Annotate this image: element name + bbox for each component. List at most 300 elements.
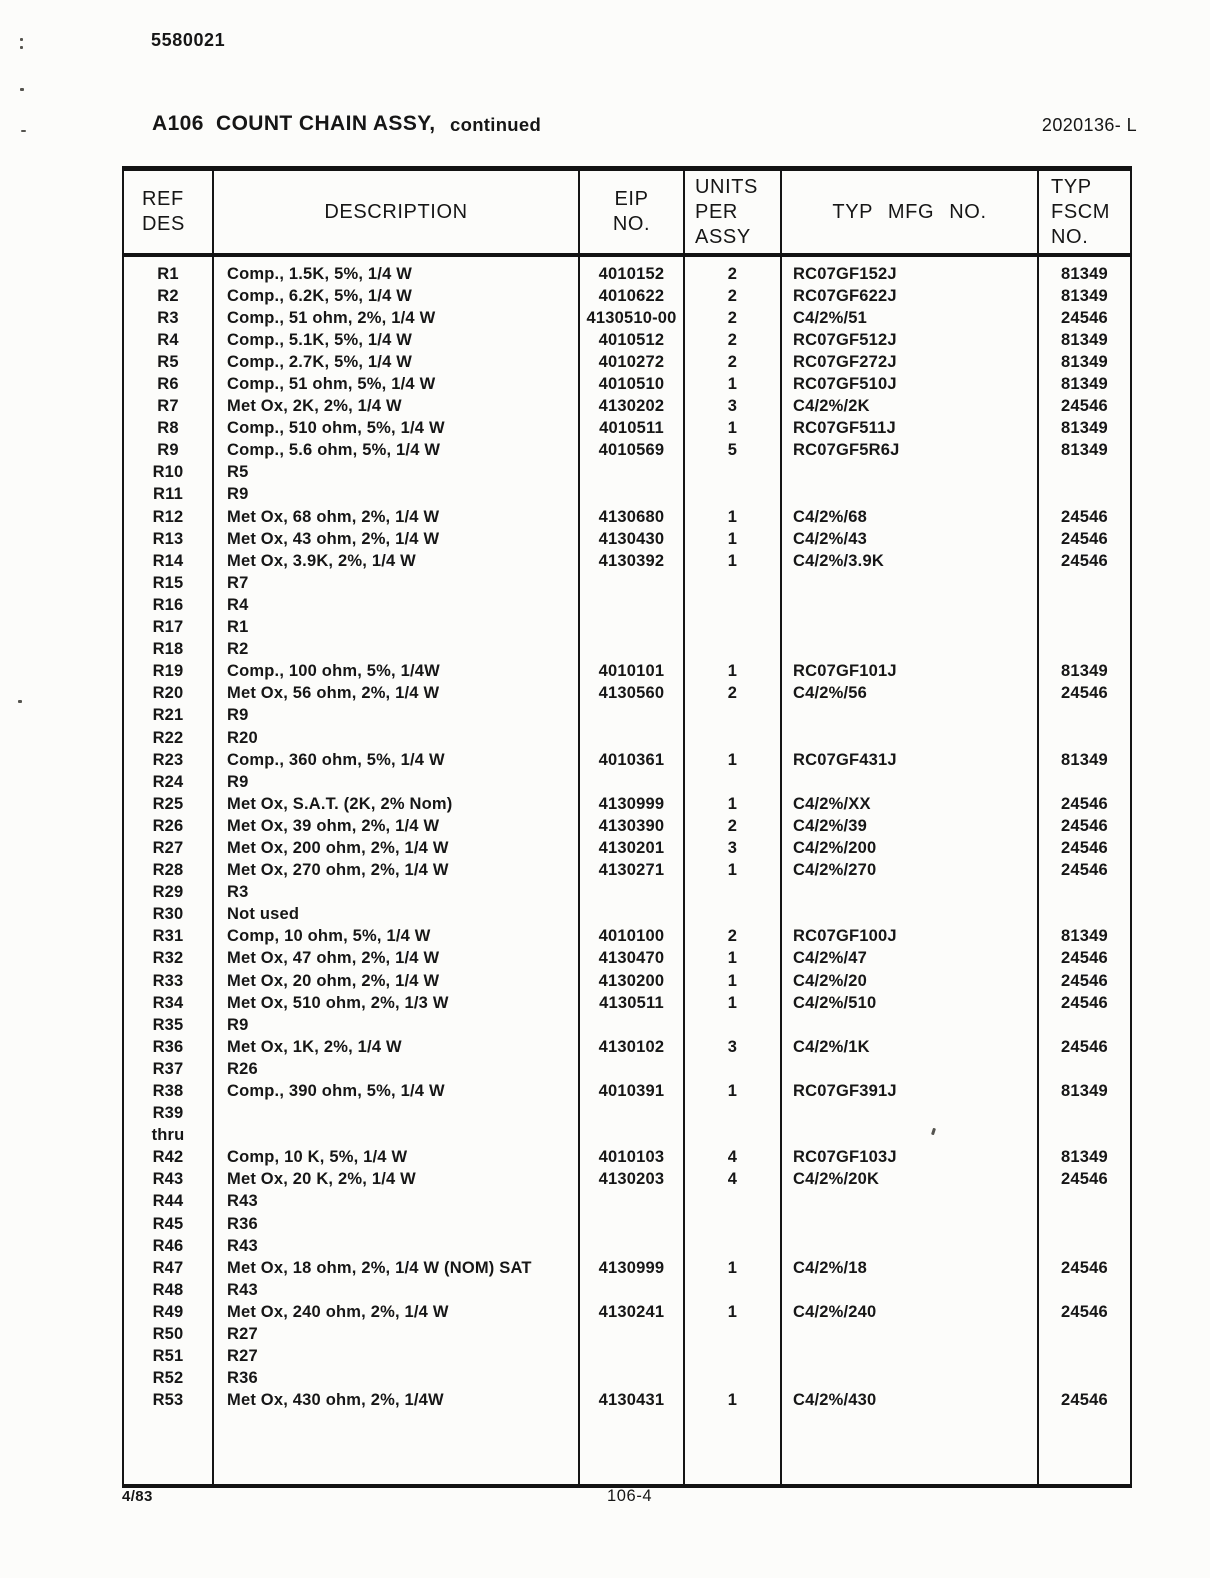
cell-eip: 4130510-00 (579, 307, 684, 329)
cell-units (684, 462, 781, 484)
cell-mfg: RC07GF5R6J (781, 440, 1038, 462)
table-row (123, 837, 1131, 859)
cell-eip (579, 617, 684, 639)
cell-desc: Met Ox, 240 ohm, 2%, 1/4 W (213, 1301, 579, 1323)
cell-ref: R23 (123, 749, 213, 771)
cell-ref: R38 (123, 1080, 213, 1102)
table-row (123, 484, 1131, 506)
cell-fscm (1038, 572, 1131, 594)
cell-desc: Comp, 10 ohm, 5%, 1/4 W (213, 926, 579, 948)
cell-fscm: 81349 (1038, 440, 1131, 462)
cell-desc: R26 (213, 1058, 579, 1080)
cell-eip: 4130271 (579, 860, 684, 882)
cell-mfg (781, 639, 1038, 661)
cell-units: 2 (684, 307, 781, 329)
cell-ref: R35 (123, 1014, 213, 1036)
cell-units: 1 (684, 1390, 781, 1412)
cell-fscm (1038, 727, 1131, 749)
doc-number: 5580021 (151, 30, 226, 50)
cell-eip: 4130560 (579, 683, 684, 705)
cell-units: 2 (684, 351, 781, 373)
cell-fscm: 81349 (1038, 1080, 1131, 1102)
cell-ref: R33 (123, 970, 213, 992)
cell-desc: Comp., 1.5K, 5%, 1/4 W (213, 255, 579, 285)
cell-desc: Comp., 2.7K, 5%, 1/4 W (213, 351, 579, 373)
cell-fscm (1038, 462, 1131, 484)
cell-ref: R21 (123, 705, 213, 727)
cell-desc: Met Ox, 18 ohm, 2%, 1/4 W (NOM) SAT (213, 1257, 579, 1279)
table-row (123, 1235, 1131, 1257)
cell-mfg: C4/2%/51 (781, 307, 1038, 329)
cell-fscm (1038, 1346, 1131, 1368)
cell-ref: R39 (123, 1103, 213, 1125)
page-title: COUNT CHAIN ASSY, (216, 112, 436, 135)
cell-units: 1 (684, 860, 781, 882)
cell-ref: R26 (123, 815, 213, 837)
cell-units (684, 1235, 781, 1257)
cell-units: 2 (684, 815, 781, 837)
cell-empty (781, 1412, 1038, 1486)
cell-mfg (781, 484, 1038, 506)
cell-desc: Comp., 360 ohm, 5%, 1/4 W (213, 749, 579, 771)
cell-mfg: C4/2%/47 (781, 948, 1038, 970)
cell-ref: R3 (123, 307, 213, 329)
cell-eip: 4130241 (579, 1301, 684, 1323)
cell-fscm: 24546 (1038, 793, 1131, 815)
cell-mfg: RC07GF511J (781, 418, 1038, 440)
cell-units: 1 (684, 992, 781, 1014)
cell-mfg: RC07GF431J (781, 749, 1038, 771)
cell-desc: Met Ox, 270 ohm, 2%, 1/4 W (213, 860, 579, 882)
cell-eip: 4130102 (579, 1036, 684, 1058)
cell-units: 1 (684, 948, 781, 970)
cell-desc: Not used (213, 904, 579, 926)
table-row (123, 1014, 1131, 1036)
table-row (123, 255, 1131, 285)
cell-units: 3 (684, 396, 781, 418)
cell-mfg: C4/2%/20 (781, 970, 1038, 992)
cell-fscm: 81349 (1038, 329, 1131, 351)
col-header-typ-fscm-no: TYP FSCM NO. (1038, 169, 1131, 256)
cell-ref: R53 (123, 1390, 213, 1412)
cell-fscm (1038, 1235, 1131, 1257)
cell-ref: R46 (123, 1235, 213, 1257)
cell-mfg: C4/2%/3.9K (781, 550, 1038, 572)
cell-ref: thru (123, 1125, 213, 1147)
cell-mfg: C4/2%/510 (781, 992, 1038, 1014)
table-row (123, 506, 1131, 528)
table-row (123, 1346, 1131, 1368)
table-row (123, 639, 1131, 661)
cell-units: 1 (684, 1080, 781, 1102)
cell-eip: 4010622 (579, 285, 684, 307)
cell-fscm: 24546 (1038, 1036, 1131, 1058)
cell-units: 1 (684, 506, 781, 528)
cell-desc: R5 (213, 462, 579, 484)
cell-eip (579, 705, 684, 727)
cell-ref: R48 (123, 1279, 213, 1301)
cell-desc: Met Ox, 20 ohm, 2%, 1/4 W (213, 970, 579, 992)
cell-ref: R14 (123, 550, 213, 572)
cell-desc: Comp., 100 ohm, 5%, 1/4W (213, 661, 579, 683)
cell-units: 3 (684, 1036, 781, 1058)
cell-units (684, 1191, 781, 1213)
cell-mfg: C4/2%/200 (781, 837, 1038, 859)
table-row (123, 948, 1131, 970)
cell-eip: 4010103 (579, 1147, 684, 1169)
cell-mfg: RC07GF391J (781, 1080, 1038, 1102)
cell-ref: R20 (123, 683, 213, 705)
cell-ref: R7 (123, 396, 213, 418)
cell-fscm (1038, 594, 1131, 616)
table-row (123, 1257, 1131, 1279)
cell-eip: 4010512 (579, 329, 684, 351)
cell-mfg (781, 727, 1038, 749)
cell-desc (213, 1103, 579, 1125)
table-row (123, 1036, 1131, 1058)
table-row (123, 661, 1131, 683)
table-row (123, 727, 1131, 749)
cell-mfg: RC07GF622J (781, 285, 1038, 307)
cell-mfg (781, 1346, 1038, 1368)
table-row (123, 860, 1131, 882)
cell-ref: R44 (123, 1191, 213, 1213)
table-row (123, 992, 1131, 1014)
cell-desc: Met Ox, 430 ohm, 2%, 1/4W (213, 1390, 579, 1412)
cell-fscm: 81349 (1038, 285, 1131, 307)
scan-artifact (21, 130, 26, 132)
cell-mfg (781, 1235, 1038, 1257)
cell-mfg: RC07GF100J (781, 926, 1038, 948)
cell-ref: R1 (123, 255, 213, 285)
cell-eip (579, 484, 684, 506)
cell-eip: 4130200 (579, 970, 684, 992)
table-row (123, 926, 1131, 948)
cell-eip (579, 727, 684, 749)
cell-desc: Met Ox, 510 ohm, 2%, 1/3 W (213, 992, 579, 1014)
table-row (123, 1368, 1131, 1390)
cell-desc: Met Ox, 43 ohm, 2%, 1/4 W (213, 528, 579, 550)
cell-fscm: 81349 (1038, 749, 1131, 771)
cell-desc: Met Ox, 56 ohm, 2%, 1/4 W (213, 683, 579, 705)
cell-ref: R19 (123, 661, 213, 683)
document-reference-number: 2020136- L (1041, 115, 1137, 135)
cell-units: 1 (684, 793, 781, 815)
cell-units (684, 1346, 781, 1368)
cell-desc: Met Ox, 68 ohm, 2%, 1/4 W (213, 506, 579, 528)
cell-fscm: 24546 (1038, 948, 1131, 970)
cell-mfg (781, 904, 1038, 926)
cell-desc: R43 (213, 1191, 579, 1213)
cell-eip (579, 1324, 684, 1346)
cell-mfg: C4/2%/1K (781, 1036, 1038, 1058)
cell-ref: R22 (123, 727, 213, 749)
cell-units: 5 (684, 440, 781, 462)
table-row (123, 815, 1131, 837)
cell-eip (579, 1058, 684, 1080)
table-row (123, 683, 1131, 705)
cell-ref: R43 (123, 1169, 213, 1191)
cell-desc: R9 (213, 484, 579, 506)
col-header-typ-mfg-no: TYP MFG NO. (781, 169, 1038, 256)
cell-units (684, 572, 781, 594)
table-row (123, 1058, 1131, 1080)
cell-fscm: 24546 (1038, 683, 1131, 705)
cell-fscm: 81349 (1038, 661, 1131, 683)
cell-eip (579, 1213, 684, 1235)
cell-eip (579, 1235, 684, 1257)
cell-desc: Comp., 510 ohm, 5%, 1/4 W (213, 418, 579, 440)
cell-mfg: RC07GF512J (781, 329, 1038, 351)
cell-desc: R4 (213, 594, 579, 616)
cell-mfg: C4/2%/430 (781, 1390, 1038, 1412)
cell-units (684, 771, 781, 793)
cell-units (684, 1125, 781, 1147)
cell-ref: R25 (123, 793, 213, 815)
cell-eip (579, 1191, 684, 1213)
cell-mfg: C4/2%/20K (781, 1169, 1038, 1191)
cell-ref: R16 (123, 594, 213, 616)
cell-mfg: RC07GF510J (781, 373, 1038, 395)
cell-units (684, 1279, 781, 1301)
cell-fscm: 24546 (1038, 992, 1131, 1014)
table-row (123, 749, 1131, 771)
cell-fscm: 81349 (1038, 351, 1131, 373)
cell-mfg (781, 462, 1038, 484)
cell-fscm: 24546 (1038, 1301, 1131, 1323)
cell-units: 1 (684, 1257, 781, 1279)
cell-fscm: 24546 (1038, 550, 1131, 572)
cell-eip: 4010100 (579, 926, 684, 948)
cell-units: 2 (684, 683, 781, 705)
cell-mfg: C4/2%/270 (781, 860, 1038, 882)
cell-fscm (1038, 1103, 1131, 1125)
parts-list-table (122, 166, 1132, 1488)
cell-desc: R36 (213, 1368, 579, 1390)
cell-eip: 4010272 (579, 351, 684, 373)
cell-eip: 4130511 (579, 992, 684, 1014)
cell-mfg: RC07GF103J (781, 1147, 1038, 1169)
cell-mfg (781, 1014, 1038, 1036)
cell-fscm (1038, 617, 1131, 639)
cell-eip (579, 1279, 684, 1301)
cell-units: 1 (684, 528, 781, 550)
cell-eip: 4010511 (579, 418, 684, 440)
cell-empty (213, 1412, 579, 1486)
cell-desc: Met Ox, 2K, 2%, 1/4 W (213, 396, 579, 418)
cell-units (684, 1368, 781, 1390)
cell-fscm (1038, 882, 1131, 904)
cell-fscm: 24546 (1038, 1257, 1131, 1279)
cell-eip (579, 1014, 684, 1036)
cell-ref: R12 (123, 506, 213, 528)
cell-eip: 4010391 (579, 1080, 684, 1102)
cell-desc (213, 1125, 579, 1147)
cell-ref: R15 (123, 572, 213, 594)
cell-ref: R50 (123, 1324, 213, 1346)
cell-desc: Comp., 6.2K, 5%, 1/4 W (213, 285, 579, 307)
cell-fscm (1038, 1014, 1131, 1036)
cell-ref: R17 (123, 617, 213, 639)
cell-eip (579, 1103, 684, 1125)
cell-eip (579, 1368, 684, 1390)
cell-desc: Comp., 5.1K, 5%, 1/4 W (213, 329, 579, 351)
cell-mfg (781, 1368, 1038, 1390)
cell-units (684, 1103, 781, 1125)
cell-units: 1 (684, 550, 781, 572)
cell-eip: 4010510 (579, 373, 684, 395)
cell-fscm: 81349 (1038, 255, 1131, 285)
cell-eip (579, 1346, 684, 1368)
cell-desc: R43 (213, 1235, 579, 1257)
col-header-ref-des: REF DES (123, 169, 213, 256)
cell-fscm (1038, 1279, 1131, 1301)
cell-ref: R51 (123, 1346, 213, 1368)
cell-fscm: 24546 (1038, 396, 1131, 418)
cell-units (684, 594, 781, 616)
cell-ref: R6 (123, 373, 213, 395)
cell-ref: R8 (123, 418, 213, 440)
cell-units (684, 1213, 781, 1235)
cell-desc: Comp., 5.6 ohm, 5%, 1/4 W (213, 440, 579, 462)
cell-mfg: C4/2%/56 (781, 683, 1038, 705)
cell-ref: R42 (123, 1147, 213, 1169)
cell-eip (579, 904, 684, 926)
cell-eip (579, 771, 684, 793)
cell-mfg (781, 1125, 1038, 1147)
cell-units: 1 (684, 418, 781, 440)
table-row (123, 440, 1131, 462)
cell-desc: R9 (213, 1014, 579, 1036)
cell-ref: R24 (123, 771, 213, 793)
cell-ref: R49 (123, 1301, 213, 1323)
cell-fscm (1038, 1324, 1131, 1346)
table-row (123, 373, 1131, 395)
cell-desc: Met Ox, 47 ohm, 2%, 1/4 W (213, 948, 579, 970)
table-row (123, 793, 1131, 815)
cell-desc: R1 (213, 617, 579, 639)
cell-desc: R36 (213, 1213, 579, 1235)
cell-empty (1038, 1412, 1131, 1486)
cell-desc: R3 (213, 882, 579, 904)
cell-empty (579, 1412, 684, 1486)
cell-mfg (781, 617, 1038, 639)
cell-mfg: C4/2%/18 (781, 1257, 1038, 1279)
cell-desc: R9 (213, 705, 579, 727)
cell-units (684, 727, 781, 749)
cell-mfg: RC07GF101J (781, 661, 1038, 683)
cell-ref: R29 (123, 882, 213, 904)
cell-fscm: 24546 (1038, 307, 1131, 329)
cell-eip: 4010101 (579, 661, 684, 683)
cell-mfg (781, 1279, 1038, 1301)
cell-fscm (1038, 1213, 1131, 1235)
table-row (123, 307, 1131, 329)
table-row (123, 418, 1131, 440)
table-row (123, 462, 1131, 484)
cell-fscm (1038, 1058, 1131, 1080)
scan-artifact (20, 38, 23, 41)
cell-fscm: 81349 (1038, 373, 1131, 395)
cell-eip (579, 882, 684, 904)
cell-desc: Comp., 390 ohm, 5%, 1/4 W (213, 1080, 579, 1102)
cell-units: 4 (684, 1147, 781, 1169)
cell-ref: R36 (123, 1036, 213, 1058)
cell-fscm: 81349 (1038, 1147, 1131, 1169)
cell-desc: R27 (213, 1324, 579, 1346)
cell-fscm: 24546 (1038, 837, 1131, 859)
cell-eip: 4010361 (579, 749, 684, 771)
table-filler-row (123, 1412, 1131, 1486)
cell-ref: R18 (123, 639, 213, 661)
table-row (123, 1301, 1131, 1323)
cell-mfg: C4/2%/240 (781, 1301, 1038, 1323)
table-row (123, 970, 1131, 992)
cell-eip: 4130470 (579, 948, 684, 970)
cell-units: 3 (684, 837, 781, 859)
cell-mfg: RC07GF152J (781, 255, 1038, 285)
cell-units: 2 (684, 926, 781, 948)
cell-desc: Met Ox, 200 ohm, 2%, 1/4 W (213, 837, 579, 859)
cell-ref: R28 (123, 860, 213, 882)
cell-units: 1 (684, 373, 781, 395)
cell-mfg: C4/2%/XX (781, 793, 1038, 815)
cell-desc: Comp, 10 K, 5%, 1/4 W (213, 1147, 579, 1169)
cell-fscm (1038, 1191, 1131, 1213)
cell-units (684, 1324, 781, 1346)
scan-artifact (20, 88, 24, 91)
cell-mfg: RC07GF272J (781, 351, 1038, 373)
cell-units (684, 617, 781, 639)
cell-desc: Met Ox, 20 K, 2%, 1/4 W (213, 1169, 579, 1191)
cell-mfg (781, 1103, 1038, 1125)
cell-mfg (781, 572, 1038, 594)
table-row (123, 1125, 1131, 1147)
cell-desc: Comp., 51 ohm, 2%, 1/4 W (213, 307, 579, 329)
table-row (123, 1080, 1131, 1102)
table-header (123, 169, 1131, 256)
cell-eip: 4130430 (579, 528, 684, 550)
cell-ref: R5 (123, 351, 213, 373)
cell-ref: R45 (123, 1213, 213, 1235)
cell-eip (579, 1125, 684, 1147)
cell-fscm (1038, 904, 1131, 926)
cell-fscm: 81349 (1038, 926, 1131, 948)
cell-ref: R31 (123, 926, 213, 948)
cell-mfg: C4/2%/43 (781, 528, 1038, 550)
cell-fscm (1038, 1368, 1131, 1390)
cell-units (684, 1058, 781, 1080)
cell-fscm: 24546 (1038, 506, 1131, 528)
cell-eip: 4130431 (579, 1390, 684, 1412)
cell-fscm (1038, 484, 1131, 506)
cell-fscm: 24546 (1038, 1169, 1131, 1191)
table-row (123, 528, 1131, 550)
cell-units (684, 1014, 781, 1036)
cell-units: 4 (684, 1169, 781, 1191)
cell-eip: 4010569 (579, 440, 684, 462)
cell-ref: R47 (123, 1257, 213, 1279)
cell-mfg (781, 1324, 1038, 1346)
cell-fscm (1038, 771, 1131, 793)
cell-fscm: 24546 (1038, 970, 1131, 992)
cell-eip: 4130203 (579, 1169, 684, 1191)
table-row (123, 1324, 1131, 1346)
cell-ref: R34 (123, 992, 213, 1014)
table-row (123, 594, 1131, 616)
table-row (123, 1213, 1131, 1235)
cell-units: 1 (684, 970, 781, 992)
